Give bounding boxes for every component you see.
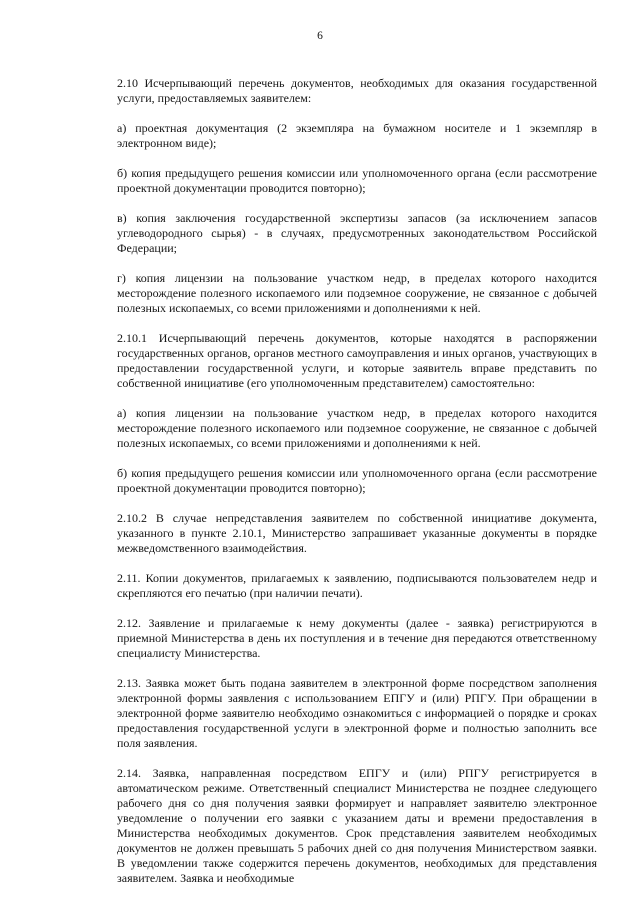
paragraph-2-10-1-b: б) копия предыдущего решения комиссии или уполномоченного органа (если рассмотрение проектной документации проводится повторно); (117, 466, 597, 495)
paragraph-2-10-a: а) проектная документация (2 экземпляра на бумажном носителе и 1 экземпляр в электронном виде); (117, 121, 597, 150)
paragraph-2-10-b: б) копия предыдущего решения комиссии или уполномоченного органа (если рассмотрение проектной документации проводится повторно); (117, 166, 597, 195)
paragraph-2-12: 2.12. Заявление и прилагаемые к нему документы (далее - заявка) регистрируются в приемной Министерства в день их поступления и в течение дня передаются ответственному специалисту Министерства. (117, 616, 597, 660)
paragraph-2-10-2: 2.10.2 В случае непредставления заявителем по собственной инициативе документа, указанного в пункте 2.10.1, Министерство запрашивает указанные документы в порядке межведомственного взаимодействия. (117, 511, 597, 555)
paragraph-2-13: 2.13. Заявка может быть подана заявителем в электронной форме посредством заполнения электронной формы заявления с использованием ЕПГУ и (или) РПГУ. При обращении в электронной форме заявителю необходимо ознакомиться с информацией о порядке и сроках предоставления государственной услуги в электронной форме и полностью заполнить все поля заявления. (117, 676, 597, 750)
paragraph-2-10: 2.10 Исчерпывающий перечень документов, необходимых для оказания государственной услуги, предоставляемых заявителем: (117, 76, 597, 105)
paragraph-2-10-g: г) копия лицензии на пользование участком недр, в пределах которого находится месторождение полезного ископаемого или подземное сооружение, не связанное с добычей полезных ископаемых, со всеми приложениями и дополнениями к ней. (117, 271, 597, 315)
paragraph-2-10-1: 2.10.1 Исчерпывающий перечень документов, которые находятся в распоряжении государственных органов, органов местного самоуправления и иных органов, участвующих в предоставлении государственной услуги, и которые заявитель вправе представить по собственной инициативе (его уполномоченным представителем) самостоятельно: (117, 331, 597, 390)
paragraph-2-11: 2.11. Копии документов, прилагаемых к заявлению, подписываются пользователем недр и скрепляются его печатью (при наличии печати). (117, 571, 597, 600)
paragraph-2-10-1-a: а) копия лицензии на пользование участком недр, в пределах которого находится месторождение полезного ископаемого или подземное сооружение, не связанное с добычей полезных ископаемых, со всеми приложениями и дополнениями к ней. (117, 406, 597, 450)
paragraph-2-14: 2.14. Заявка, направленная посредством ЕПГУ и (или) РПГУ регистрируется в автоматическом режиме. Ответственный специалист Министерства не позднее следующего рабочего дня со дня получения заявки формирует и направляет заявителю электронное уведомление о получении его заявки с указанием даты и времени предоставления в Министерства необходимых документов. Срок представления заявителем необходимых документов не должен превышать 5 рабочих дней со дня получения Министерством заявки. В уведомлении также содержится перечень документов, необходимых для представления заявителем. Заявка и необходимые (117, 766, 597, 885)
document-body (117, 76, 597, 901)
paragraph-2-10-v: в) копия заключения государственной экспертизы запасов (за исключением запасов углеводородного сырья) - в случаях, предусмотренных законодательством Российской Федерации; (117, 211, 597, 255)
page-number: 6 (317, 30, 323, 42)
